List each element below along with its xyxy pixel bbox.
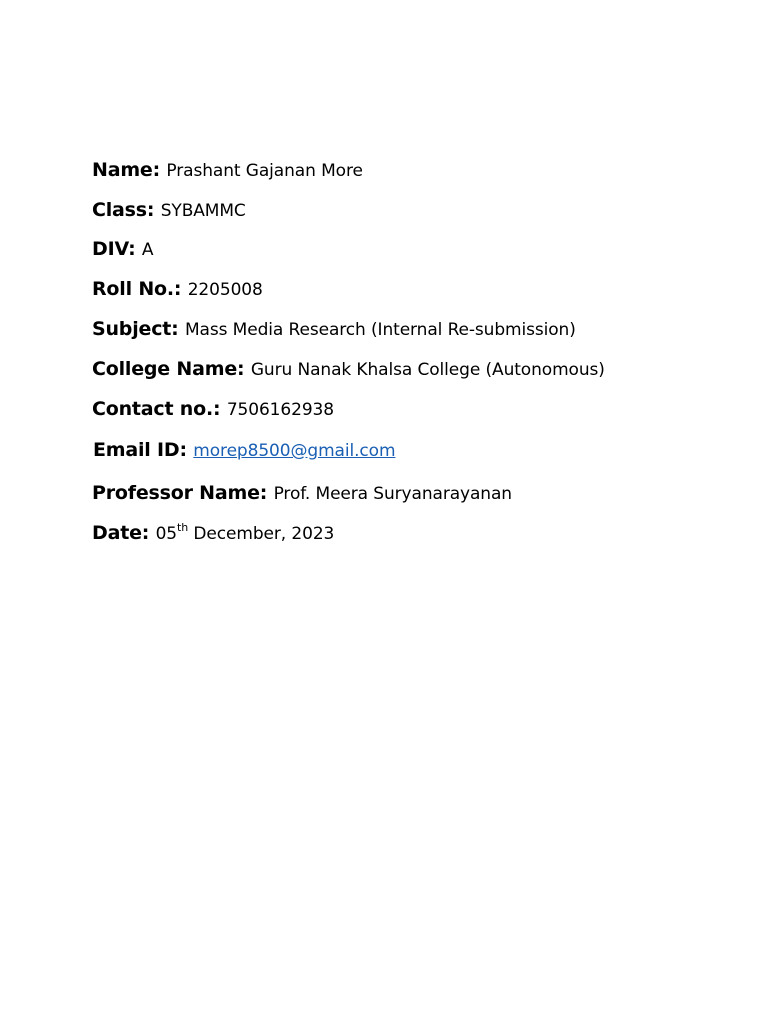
college-row [92, 355, 605, 384]
date-value [155, 521, 335, 544]
name-value: Prashant Gajanan More [166, 161, 363, 181]
professor-label: Professor Name: [92, 482, 274, 504]
subject-row [92, 315, 576, 344]
roll-label: Roll No.: [92, 278, 188, 300]
email-link[interactable]: morep8500@gmail.com [193, 441, 396, 461]
roll-value: 2205008 [187, 280, 263, 300]
class-value: SYBAMMC [160, 201, 246, 221]
roll-row [92, 275, 263, 304]
div-label: DIV: [92, 238, 142, 260]
subject-label: Subject: [92, 318, 185, 340]
date-label: Date: [92, 522, 156, 544]
email-row [93, 436, 395, 465]
date-row [92, 519, 334, 548]
email-label: Email ID: [93, 439, 194, 461]
name-row [92, 156, 363, 185]
date-suffix: th [177, 521, 189, 535]
contact-label: Contact no.: [92, 398, 227, 420]
date-rest: December, 2023 [193, 524, 335, 544]
college-value: Guru Nanak Khalsa College (Autonomous) [250, 360, 605, 380]
contact-value: 7506162938 [226, 400, 334, 420]
college-label: College Name: [92, 358, 251, 380]
date-day: 05 [155, 524, 178, 544]
name-label: Name: [92, 159, 167, 181]
div-value: A [141, 240, 154, 260]
contact-row [92, 395, 334, 424]
subject-value: Mass Media Research (Internal Re-submission) [184, 320, 576, 340]
professor-value: Prof. Meera Suryanarayanan [273, 484, 512, 504]
div-row [92, 235, 153, 264]
professor-row [92, 479, 512, 508]
class-row [92, 196, 246, 225]
class-label: Class: [92, 199, 161, 221]
